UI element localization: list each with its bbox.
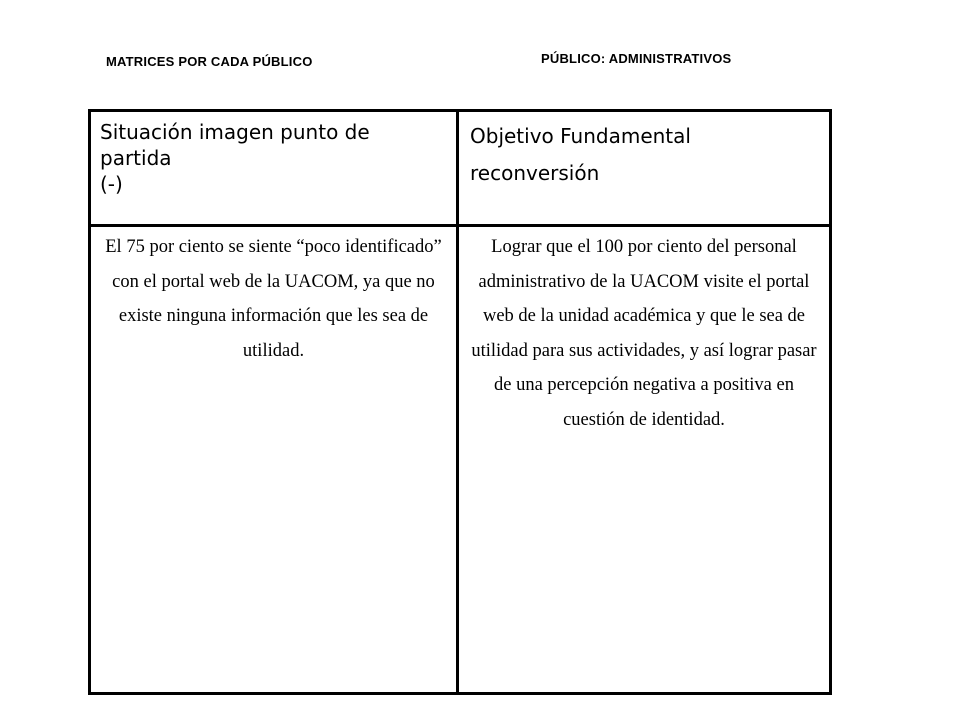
matrix-header-row: [90, 111, 831, 226]
matrices-heading: MATRICES POR CADA PÚBLICO: [106, 54, 313, 69]
matrix-table: [88, 109, 832, 695]
matrix-body-row: [90, 226, 831, 694]
audience-heading: PÚBLICO: ADMINISTRATIVOS: [541, 51, 732, 66]
objective-text: Lograr que el 100 por ciento del personal administrativo de la UACOM visite el portal web de la unidad académica y que le sea de utilidad para sus actividades, y así lograr pasar de una percepción negativa a positiva en cuestión de identidad.: [471, 237, 817, 430]
situation-text: El 75 por ciento se siente “poco identificado” con el portal web de la UACOM, ya que no existe ninguna información que les sea de utilidad.: [105, 237, 442, 361]
header-cell-objective: [458, 111, 831, 226]
body-cell-situation: [90, 226, 458, 694]
situation-title-line2: partida: [100, 146, 172, 170]
header-cell-situation: [90, 111, 458, 226]
body-cell-objective: [458, 226, 831, 694]
objective-title-line2: reconversión: [470, 161, 600, 185]
objective-title-line1: Objetivo Fundamental: [470, 124, 691, 148]
situation-title-line1: Situación imagen punto de: [100, 120, 370, 144]
situation-sign: (-): [100, 172, 123, 196]
